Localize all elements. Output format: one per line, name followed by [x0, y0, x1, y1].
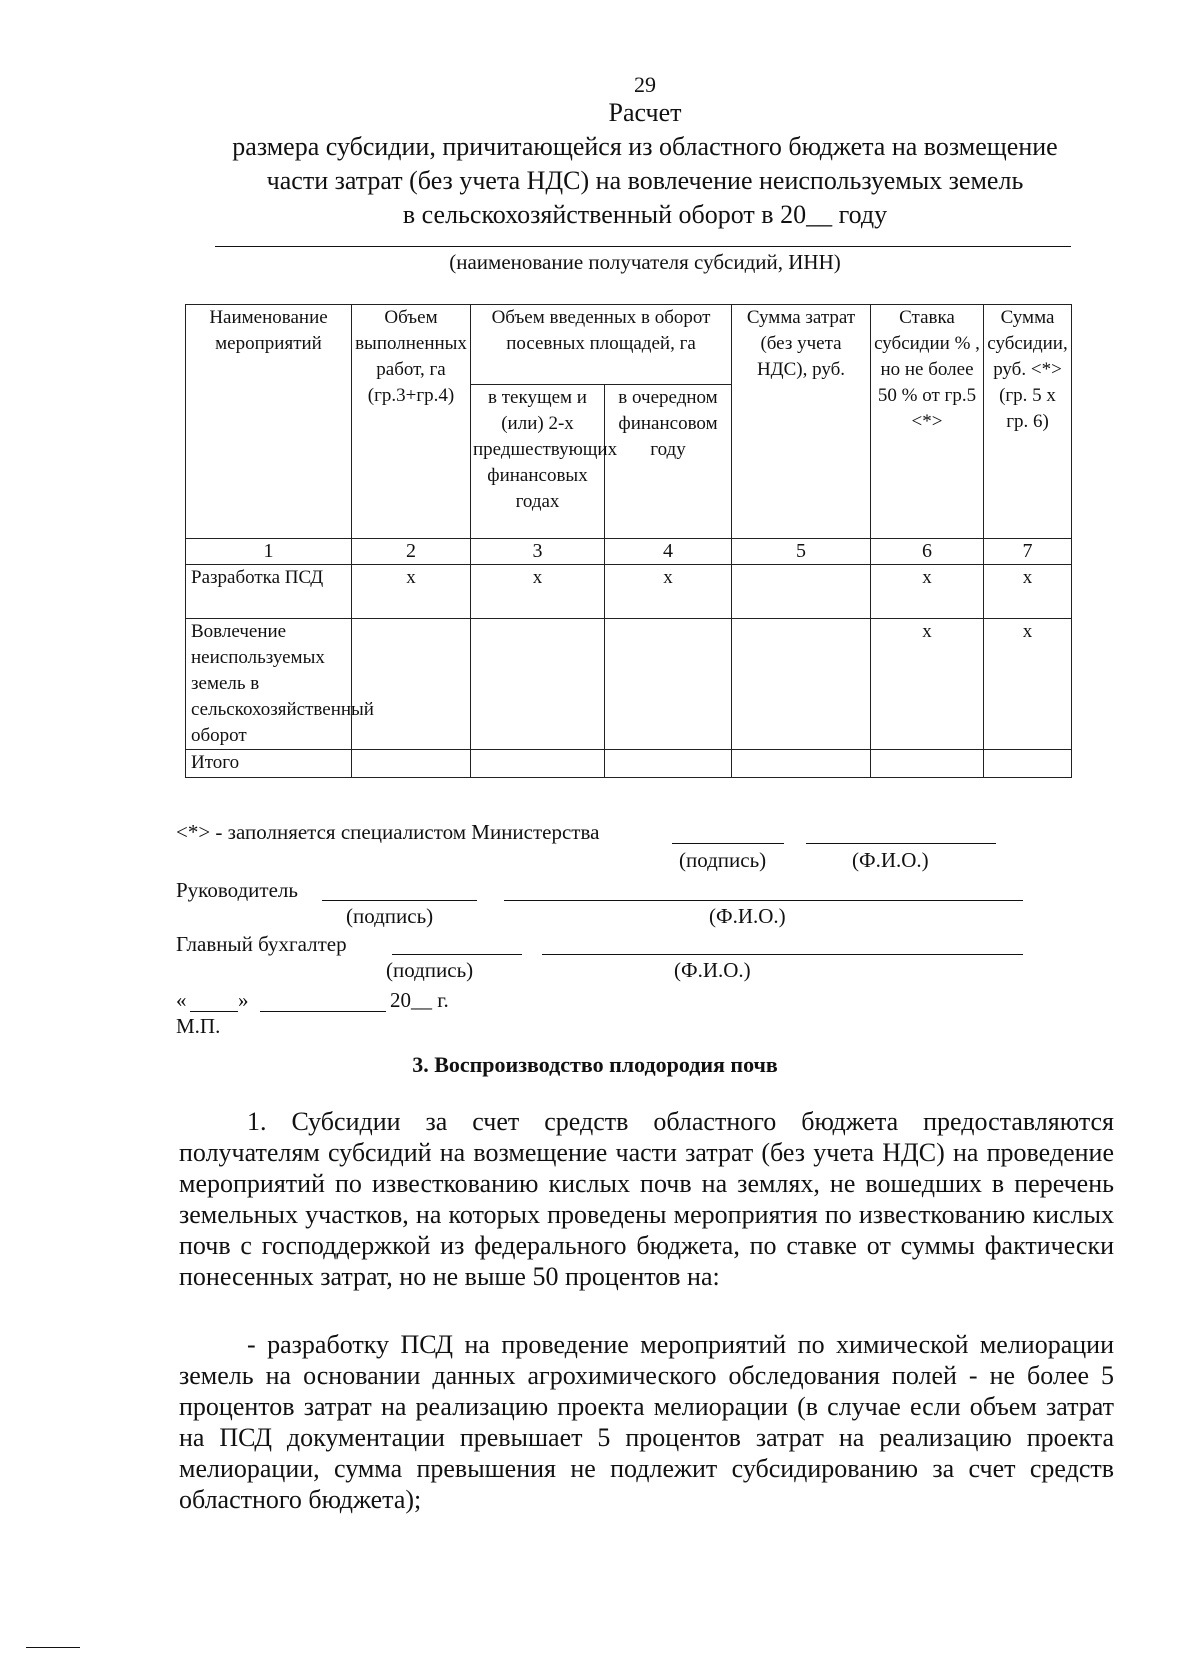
table-row-total: [186, 750, 1072, 778]
table-cell: [605, 619, 732, 750]
date-month-line: [260, 1011, 386, 1012]
table-cell: [605, 750, 732, 778]
accountant-fio-line: [542, 954, 1023, 955]
header-subsidy-sum: Сумма субсидии, руб. <*> (гр. 5 х гр. 6): [984, 305, 1072, 539]
column-numbers-row: [186, 539, 1072, 565]
table-cell: [871, 750, 984, 778]
recipient-fill-line: [215, 246, 1071, 247]
accountant-signature-caption: (подпись): [386, 958, 474, 982]
section-heading: 3. Воспроизводство плодородия почв: [412, 1052, 778, 1077]
row-name: Вовлечение неиспользуемых земель в сельскохозяйственный оборот: [186, 619, 352, 750]
footer-rule: [26, 1647, 80, 1648]
table-cell: [732, 750, 871, 778]
table-cell: [471, 619, 605, 750]
date-year: 20__ г.: [390, 988, 449, 1012]
date-close-quote: »: [238, 988, 249, 1012]
column-number: 3: [471, 539, 605, 565]
header-introduced-area: Объем введенных в оборот посевных площадей, га: [471, 305, 732, 385]
table-cell: х: [984, 565, 1072, 619]
header-work-volume: Объем выполненных работ, га (гр.3+гр.4): [352, 305, 471, 539]
title-line-1: Расчет: [608, 98, 682, 127]
accountant-label: Главный бухгалтер: [176, 932, 347, 956]
stamp-place: М.П.: [176, 1014, 221, 1038]
table-cell: [352, 619, 471, 750]
title-line-4: в сельскохозяйственный оборот в 20__ году: [402, 200, 888, 229]
accountant-signature-line: [392, 954, 522, 955]
header-cost-sum: Сумма затрат (без учета НДС), руб.: [732, 305, 871, 539]
accountant-fio-caption: (Ф.И.О.): [674, 958, 751, 982]
table-cell: х: [871, 619, 984, 750]
document-title: [0, 96, 1200, 232]
column-number: 5: [732, 539, 871, 565]
title-line-3: части затрат (без учета НДС) на вовлечение неиспользуемых земель: [266, 166, 1024, 195]
row-name: Итого: [186, 750, 352, 778]
table-cell: [984, 750, 1072, 778]
head-fio-caption: (Ф.И.О.): [709, 904, 786, 928]
date-open-quote: «: [176, 988, 187, 1012]
table-row: [186, 619, 1072, 750]
ministry-fio-caption: (Ф.И.О.): [852, 848, 929, 872]
page-number: 29: [634, 72, 656, 97]
table-header-row: [186, 305, 1072, 385]
title-line-2: размера субсидии, причитающейся из областного бюджета на возмещение: [232, 132, 1058, 161]
header-subsidy-rate: Ставка субсидии % , но не более 50 % от гр.5 <*>: [871, 305, 984, 539]
column-number: 4: [605, 539, 732, 565]
ministry-signature-line: [672, 843, 784, 844]
column-number: 1: [186, 539, 352, 565]
ministry-signature-caption: (подпись): [679, 848, 767, 872]
row-name: Разработка ПСД: [186, 565, 352, 619]
table-cell: х: [471, 565, 605, 619]
column-number: 2: [352, 539, 471, 565]
table-cell: х: [984, 619, 1072, 750]
header-next-year: в очередном финансовом году: [605, 385, 732, 539]
recipient-caption: (наименование получателя субсидий, ИНН): [449, 250, 841, 274]
table-cell: [471, 750, 605, 778]
table-cell: х: [605, 565, 732, 619]
head-signature-line: [322, 900, 477, 901]
column-number: 7: [984, 539, 1072, 565]
section-paragraph-1: 1. Субсидии за счет средств областного бюджета предоставляются получателям субсидий на возмещение части затрат (без учета НДС) на проведение мероприятий по известкованию кислых почв на землях, не вошедших в перечень земельных участков, на которых проведены мероприятия по известкованию кислых почв с господдержкой из федерального бюджета, по ставке от суммы фактически понесенных затрат, но не выше 50 процентов на:: [179, 1107, 1114, 1291]
header-activity-name: Наименование мероприятий: [186, 305, 352, 539]
subsidy-calculation-table: [185, 304, 1072, 778]
header-current-years: в текущем и (или) 2-х предшествующих финансовых годах: [471, 385, 605, 539]
head-signature-caption: (подпись): [346, 904, 434, 928]
table-cell: [732, 619, 871, 750]
table-cell: х: [871, 565, 984, 619]
head-fio-line: [504, 900, 1023, 901]
table-row: [186, 565, 1072, 619]
column-number: 6: [871, 539, 984, 565]
head-label: Руководитель: [176, 878, 298, 902]
table-cell: [732, 565, 871, 619]
date-day-line: [190, 1011, 238, 1012]
ministry-note: <*> - заполняется специалистом Министерства: [176, 820, 600, 844]
ministry-fio-line: [806, 843, 996, 844]
table-cell: х: [352, 565, 471, 619]
table-cell: [352, 750, 471, 778]
section-paragraph-2: - разработку ПСД на проведение мероприятий по химической мелиорации земель на основании данных агрохимического обследования полей - не более 5 процентов затрат на реализацию проекта мелиорации (в случае если объем затрат на ПСД документации превышает 5 процентов затрат на реализацию проекта мелиорации, сумма превышения не подлежит субсидированию за счет средств областного бюджета);: [179, 1330, 1114, 1514]
